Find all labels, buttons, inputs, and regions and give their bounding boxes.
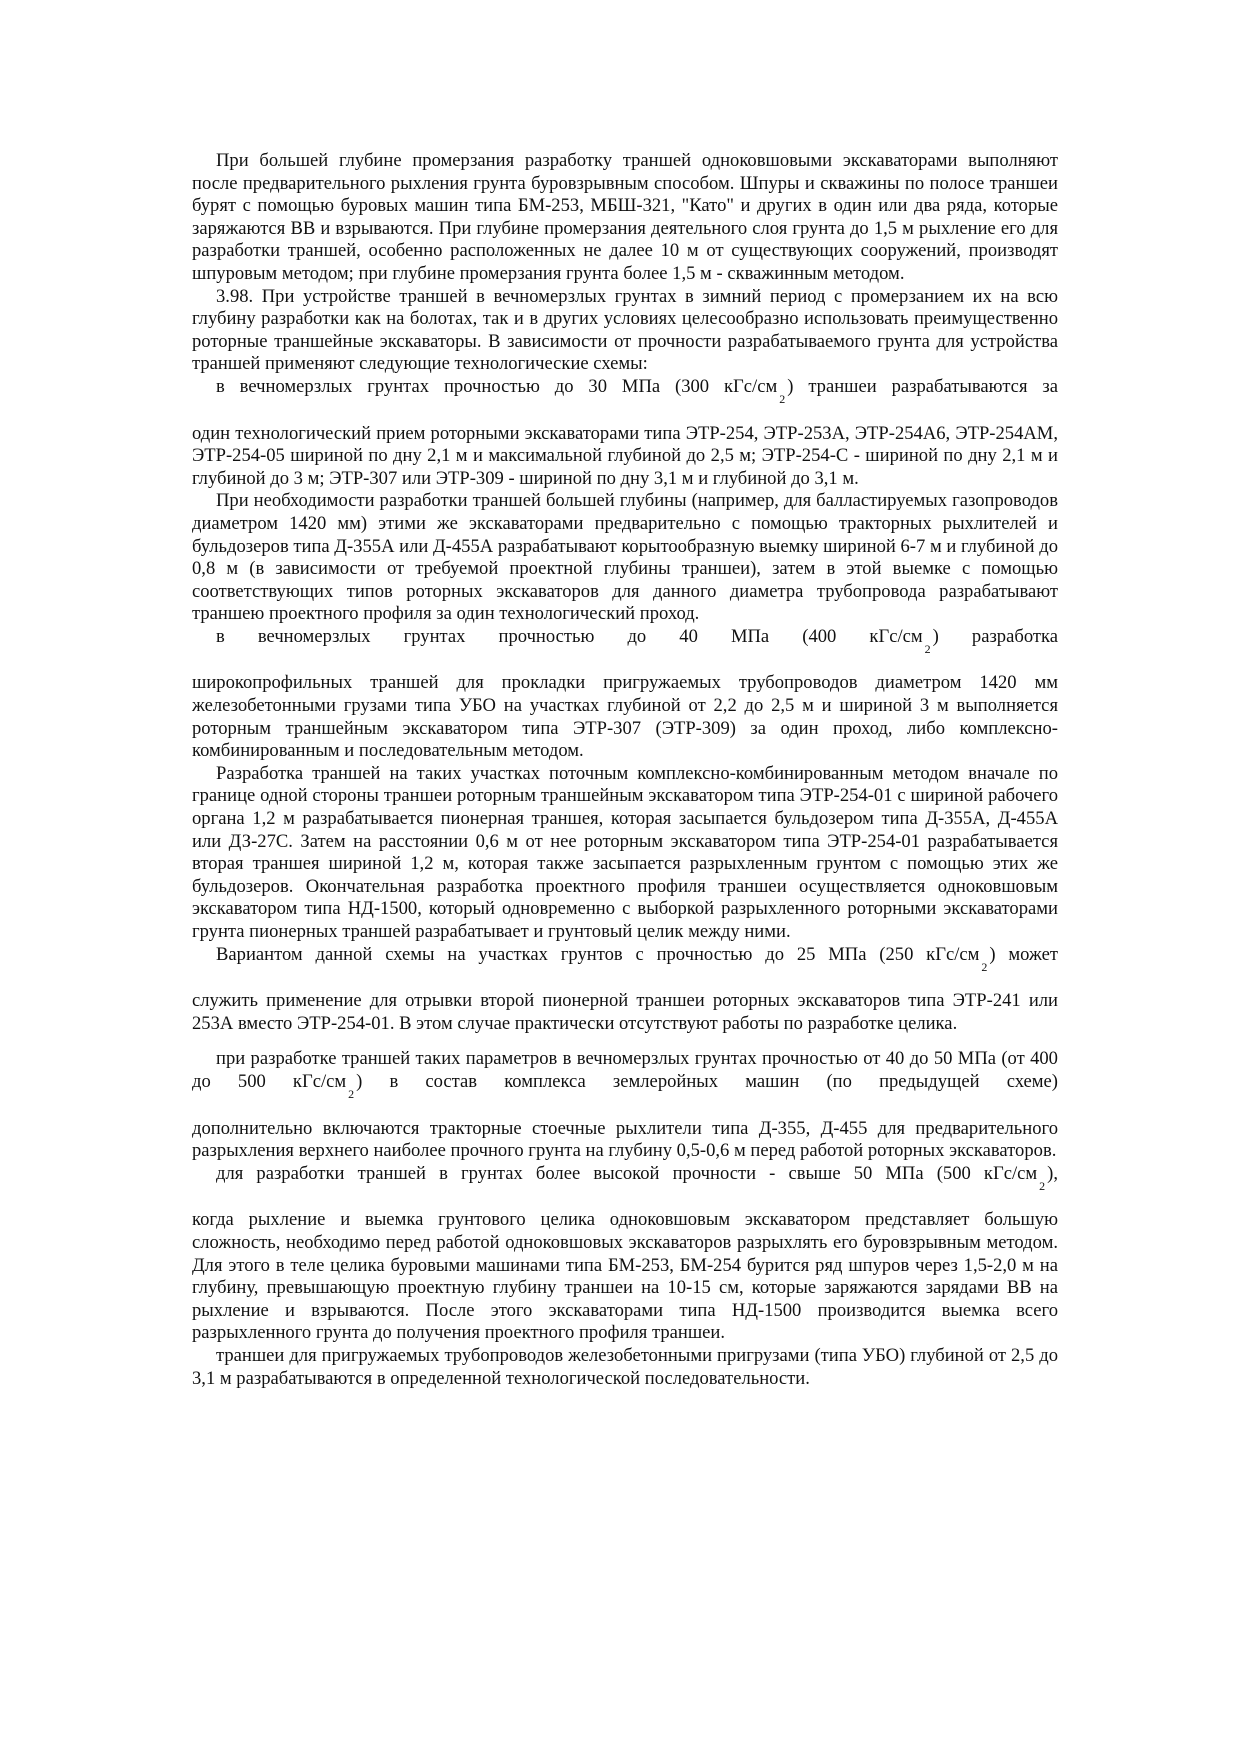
- paragraph-3-98: 3.98. При устройстве траншей в вечномерзлых грунтах в зимний период с промерзанием их на всю глубину разработки как на болотах, так и в других условиях целесообразно использовать преимущественно роторные траншейные экскаваторы. В зависимости от прочности разрабатываемого грунта для устройства траншей применяют следующие технологические схемы:: [192, 285, 1058, 375]
- document-page: [192, 150, 1058, 1390]
- paragraph-scheme-40mpa: [192, 625, 1058, 656]
- power-superscript: 2: [1039, 1178, 1046, 1193]
- text-before-power: МПа (от 400 до 500 кГс/см: [192, 1048, 1058, 1092]
- paragraph-scheme-40-50mpa-continued: дополнительно включаются тракторные стоечные рыхлители типа Д-355, Д-455 для предварительного разрыхления верхнего наиболее прочного грунта на глубину 0,5-0,6 м перед работой роторных экскаваторов.: [192, 1117, 1058, 1162]
- power-superscript: 2: [924, 641, 931, 656]
- paragraph-ubo-trenches: траншеи для пригружаемых трубопроводов железобетонными пригрузами (типа УБО) глубиной от 2,5 до 3,1 м разрабатываются в определенной технологической последовательности.: [192, 1344, 1058, 1389]
- text-before-power: Вариантом данной схемы на участках грунтов с прочностью до 25 МПа (250 кГс/см: [216, 943, 980, 965]
- text-after-power: ) траншеи разрабатываются за: [787, 375, 1058, 397]
- power-superscript: 2: [348, 1086, 355, 1101]
- paragraph-scheme-40-50mpa: [192, 1048, 1058, 1101]
- text-after-power: ) может: [989, 943, 1058, 965]
- text-first-line: при разработке траншей таких параметров в вечномерзлых грунтах прочностью от 40 до 50: [216, 1048, 953, 1070]
- text-before-power: для разработки траншей в грунтах более высокой прочности - свыше 50 МПа (500 кГс/см: [216, 1162, 1038, 1184]
- text-after-power: ) в состав комплекса землеройных машин (по предыдущей схеме): [356, 1070, 1058, 1092]
- paragraph-scheme-30mpa-continued: один технологический прием роторными экскаваторами типа ЭТР-254, ЭТР-253А, ЭТР-254А6, ЭТР-254АМ, ЭТР-254-05 шириной по дну 2,1 м и максимальной глубиной до 2,5 м; ЭТР-254-С - шириной по дну 2,1 м и глубиной до 3 м; ЭТР-307 или ЭТР-309 - шириной по дну 3,1 м и глубиной до 3,1 м.: [192, 422, 1058, 489]
- paragraph-deeper-trenches: При необходимости разработки траншей большей глубины (например, для балластируемых газопроводов диаметром 1420 мм) этими же экскаваторами предварительно с помощью тракторных рыхлителей и бульдозеров типа Д-355А или Д-455А разрабатывают корытообразную выемку шириной 6-7 м и глубиной до 0,8 м (в зависимости от требуемой проектной глубины траншеи), затем в этой выемке с помощью соответствующих типов роторных экскаваторов для данного диаметра трубопровода разрабатывают траншею проектного профиля за один технологический проход.: [192, 490, 1058, 625]
- power-superscript: 2: [981, 959, 988, 974]
- paragraph-combined-method: Разработка траншей на таких участках поточным комплексно-комбинированным методом вначале по границе одной стороны траншеи роторным траншейным экскаватором типа ЭТР-254-01 с шириной рабочего органа 1,2 м разрабатывается пионерная траншея, которая засыпается бульдозером типа Д-355А, Д-455А или ДЗ-27С. Затем на расстоянии 0,6 м от нее роторным экскаватором типа ЭТР-254-01 разрабатывается вторая траншея шириной 1,2 м, которая также засыпается разрыхленным грунтом с помощью этих же бульдозеров. Окончательная разработка проектного профиля траншеи осуществляется одноковшовым экскаватором типа НД-1500, который одновременно с выборкой разрыхленного роторными экскаваторами грунта пионерных траншей разрабатывает и грунтовый целик между ними.: [192, 762, 1058, 942]
- power-superscript: 2: [779, 391, 786, 406]
- paragraph-variant-25mpa-continued: служить применение для отрывки второй пионерной траншеи роторных экскаваторов типа ЭТР-241 или 253А вместо ЭТР-254-01. В этом случае практически отсутствуют работы по разработке целика.: [192, 990, 1058, 1034]
- text-after-power: ),: [1047, 1162, 1058, 1184]
- text-after-power: ) разработка: [932, 625, 1058, 647]
- paragraph-scheme-50mpa: [192, 1162, 1058, 1193]
- paragraph-scheme-40mpa-continued: широкопрофильных траншей для прокладки пригружаемых трубопроводов диаметром 1420 мм железобетонными грузами типа УБО на участках глубиной от 2,2 до 2,5 м и шириной 3 м выполняется роторным траншейным экскаватором типа ЭТР-307 (ЭТР-309) за один проход, либо комплексно-комбинированным и последовательным методом.: [192, 672, 1058, 762]
- paragraph-scheme-50mpa-continued: когда рыхление и выемка грунтового целика одноковшовым экскаватором представляет большую сложность, необходимо перед работой одноковшовых экскаваторов разрыхлять его буровзрывным методом. Для этого в теле целика буровыми машинами типа БМ-253, БМ-254 бурится ряд шпуров через 1,5-2,0 м на глубину, превышающую проектную глубину траншеи на 10-15 см, которые заряжаются зарядами ВВ на рыхление и взрываются. После этого экскаваторами типа НД-1500 производится выемка всего разрыхленного грунта до получения проектного профиля траншеи.: [192, 1209, 1058, 1344]
- paragraph-trench-freezing: При большей глубине промерзания разработку траншей одноковшовыми экскаваторами выполняют после предварительного рыхления грунта буровзрывным способом. Шпуры и скважины по полосе траншеи бурят с помощью буровых машин типа БМ-253, МБШ-321, "Като" и других в один или два ряда, которые заряжаются ВВ и взрываются. При глубине промерзания деятельного слоя грунта до 1,5 м рыхление его для разработки траншей, особенно расположенных не далее 10 м от существующих сооружений, производят шпуровым методом; при глубине промерзания грунта более 1,5 м - скважинным методом.: [192, 150, 1058, 284]
- paragraph-scheme-30mpa: [192, 375, 1058, 406]
- paragraph-variant-25mpa: [192, 943, 1058, 974]
- text-before-power: в вечномерзлых грунтах прочностью до 40 МПа (400 кГс/см: [216, 625, 923, 647]
- text-before-power: в вечномерзлых грунтах прочностью до 30 МПа (300 кГс/см: [216, 375, 778, 397]
